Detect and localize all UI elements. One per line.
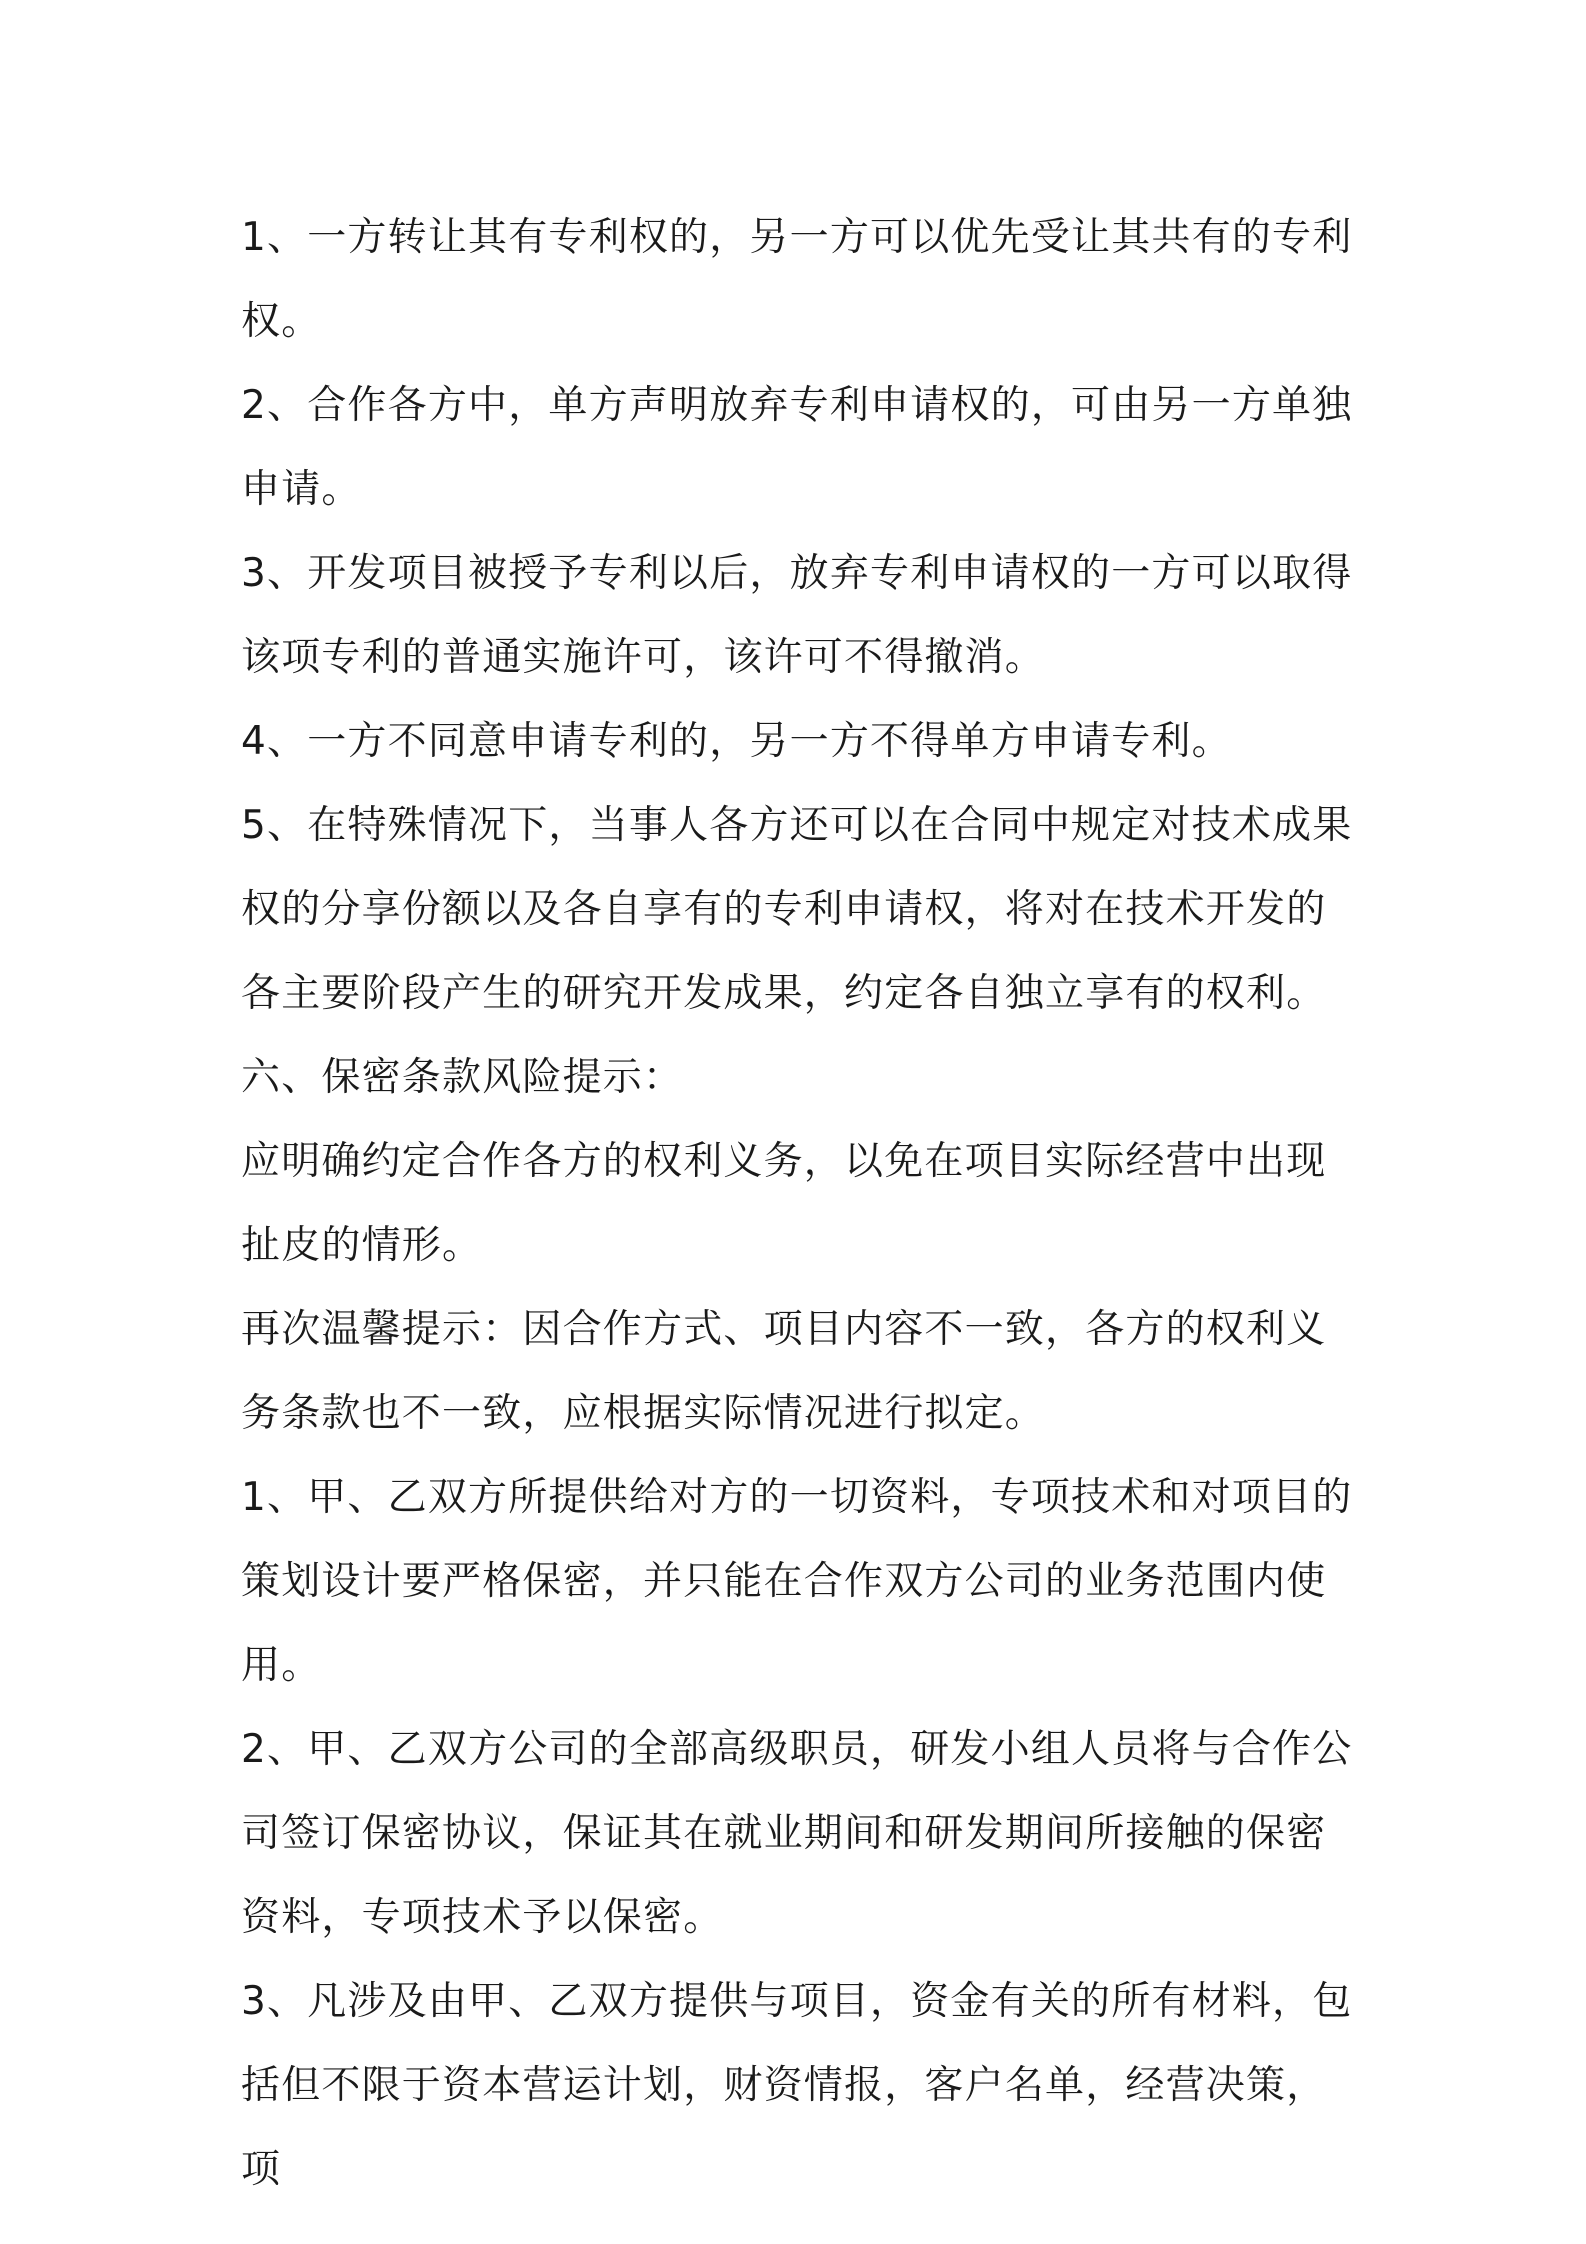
paragraph-waive-application: 2、合作各方中，单方声明放弃专利申请权的，可由另一方单独申请。 xyxy=(241,383,1353,512)
paragraph-clarify-rights: 应明确约定合作各方的权利义务，以免在项目实际经营中出现扯皮的情形。 xyxy=(241,1139,1327,1268)
paragraph-patent-transfer: 1、一方转让其有专利权的，另一方可以优先受让其共有的专利权。 xyxy=(241,215,1353,344)
paragraph-license-after-grant: 3、开发项目被授予专利以后，放弃专利申请权的一方可以取得该项专利的普通实施许可，该许可不得撤消。 xyxy=(241,551,1353,680)
paragraph-staff-agreement: 2、甲、乙双方公司的全部高级职员，研发小组人员将与合作公司签订保密协议，保证其在就业期间和研发期间所接触的保密资料，专项技术予以保密。 xyxy=(241,1727,1353,1940)
paragraph-disagree-application: 4、一方不同意申请专利的，另一方不得单方申请专利。 xyxy=(241,719,1232,764)
paragraph-special-cases: 5、在特殊情况下，当事人各方还可以在合同中规定对技术成果权的分享份额以及各自享有的专利申请权，将对在技术开发的各主要阶段产生的研究开发成果，约定各自独立享有的权利。 xyxy=(241,803,1353,1016)
paragraph-project-materials: 3、凡涉及由甲、乙双方提供与项目，资金有关的所有材料，包括但不限于资本营运计划，财资情报，客户名单，经营决策，项 xyxy=(241,1979,1353,2192)
section-heading-confidentiality: 六、保密条款风险提示： xyxy=(241,1055,684,1100)
document-body xyxy=(241,196,1361,2212)
paragraph-reminder: 再次温馨提示：因合作方式、项目内容不一致，各方的权利义务条款也不一致，应根据实际情况进行拟定。 xyxy=(241,1307,1327,1436)
paragraph-confidential-materials: 1、甲、乙双方所提供给对方的一切资料，专项技术和对项目的策划设计要严格保密，并只能在合作双方公司的业务范围内使用。 xyxy=(241,1475,1353,1688)
